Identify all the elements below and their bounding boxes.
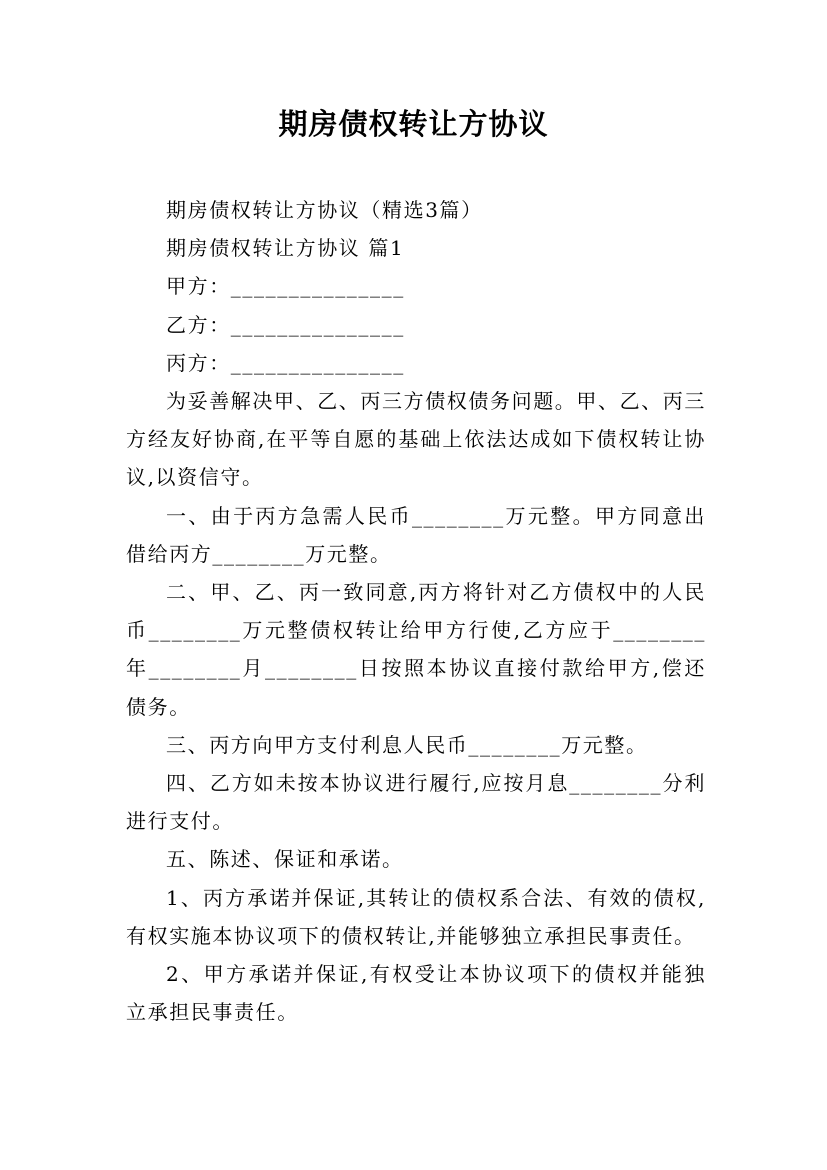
document-body bbox=[126, 191, 706, 1031]
party-c-line: 丙方：_______________ bbox=[166, 350, 405, 375]
clause-4: 四、乙方如未按本协议进行履行,应按月息________分利进行支付。 bbox=[126, 771, 706, 834]
document-title: 期房债权转让方协议 bbox=[278, 107, 549, 141]
preamble-paragraph: 为妥善解决甲、乙、丙三方债权债务问题。甲、乙、丙三方经友好协商,在平等自愿的基础上依法达成如下债权转让协议,以资信守。 bbox=[126, 389, 706, 490]
section-heading: 期房债权转让方协议 篇1 bbox=[166, 236, 405, 261]
clause-2: 二、甲、乙、丙一致同意,丙方将针对乙方债权中的人民币________万元整债权转让给甲方行使,乙方应于________年________月________日按照本协议直接付款给甲方,偿还债务。 bbox=[126, 580, 706, 719]
clause-5: 五、陈述、保证和承诺。 bbox=[166, 847, 404, 872]
clause-1: 一、由于丙方急需人民币________万元整。甲方同意出借给丙方________万元整。 bbox=[126, 503, 706, 566]
clause-5-item-2: 2、甲方承诺并保证,有权受让本协议项下的债权并能独立承担民事责任。 bbox=[126, 962, 706, 1025]
party-b-line: 乙方：_______________ bbox=[166, 312, 405, 337]
party-a-line: 甲方：_______________ bbox=[166, 274, 405, 299]
clause-3: 三、丙方向甲方支付利息人民币________万元整。 bbox=[166, 732, 648, 757]
clause-5-item-1: 1、丙方承诺并保证,其转让的债权系合法、有效的债权,有权实施本协议项下的债权转让,并能够独立承担民事责任。 bbox=[126, 885, 706, 948]
intro-heading: 期房债权转让方协议（精选3篇） bbox=[166, 198, 483, 222]
